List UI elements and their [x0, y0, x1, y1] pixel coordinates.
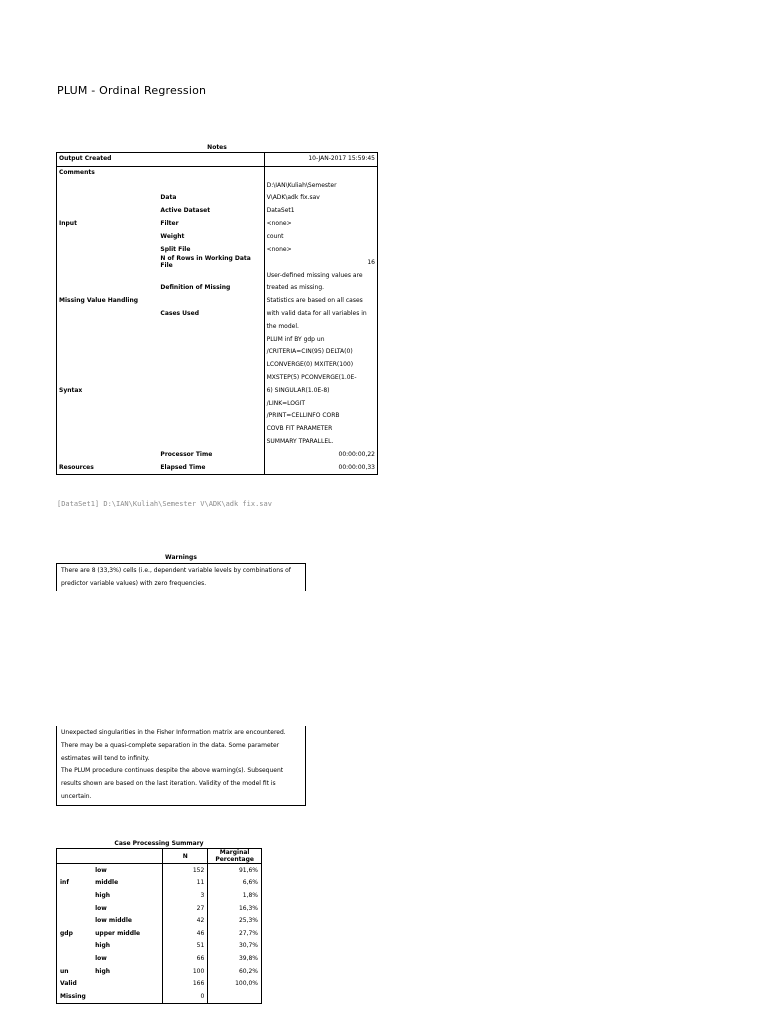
case-summary-cell-var: un	[60, 967, 69, 975]
notes-cell-c3: COVB FIT PARAMETER	[266, 425, 333, 433]
notes-cell-c3: V\ADK\adk fix.sav	[266, 194, 320, 202]
notes-cell-c1: Syntax	[59, 386, 83, 394]
notes-row	[57, 359, 378, 372]
case-summary-cell-n: 51	[163, 940, 208, 953]
case-summary-cell-n: 0	[163, 990, 208, 1003]
notes-cell-c2: Active Dataset	[158, 205, 264, 218]
notes-cell-c1: Missing Value Handling	[59, 297, 139, 305]
notes-title: Notes	[207, 144, 227, 151]
notes-row	[57, 321, 378, 334]
case-summary-cell-n: 11	[163, 877, 208, 890]
case-summary-cell-pct	[208, 990, 262, 1003]
case-summary-cell-pct: 6,6%	[242, 879, 258, 887]
warning-singularities	[56, 726, 306, 806]
notes-cell-c1	[57, 436, 159, 449]
notes-cell-c1	[57, 231, 159, 244]
notes-cell-c1	[57, 205, 159, 218]
notes-cell-c3: MXSTEP(5) PCONVERGE(1.0E-	[266, 374, 357, 382]
notes-row	[57, 385, 378, 398]
notes-cell-c2	[158, 359, 264, 372]
notes-row	[57, 205, 378, 218]
notes-cell-c1	[57, 256, 159, 269]
case-summary-cell-n: 66	[163, 952, 208, 965]
notes-cell-c3: 6) SINGULAR(1.0E-8)	[266, 386, 330, 394]
case-summary-title: Case Processing Summary	[114, 840, 204, 847]
notes-cell-c2	[158, 385, 264, 398]
notes-cell-c3	[264, 166, 377, 179]
notes-cell-c2	[158, 423, 264, 436]
notes-cell-c2	[158, 153, 264, 167]
notes-cell-c3: D:\IAN\Kuliah\Semester	[266, 181, 337, 189]
notes-cell-c1	[57, 282, 159, 295]
case-summary-cell-pct: 100,0%	[235, 980, 258, 988]
notes-cell-c3: DataSet1	[266, 207, 295, 215]
case-summary-row	[57, 977, 262, 990]
notes-cell-c2	[158, 270, 264, 283]
notes-cell-c2	[158, 321, 264, 334]
case-summary-cell-pct: 91,6%	[238, 866, 258, 874]
case-summary-cell-n: 42	[163, 914, 208, 927]
case-summary-cell-cat	[92, 990, 163, 1003]
case-summary-cell-pct: 60,2%	[238, 967, 258, 975]
notes-cell-c3: treated as missing.	[266, 284, 325, 292]
notes-cell-c2: Processor Time	[158, 449, 264, 462]
notes-row	[57, 166, 378, 179]
notes-row	[57, 462, 378, 475]
notes-row	[57, 218, 378, 231]
notes-cell-c3: Statistics are based on all cases	[266, 297, 363, 305]
warning-zero-frequencies: There are 8 (33,3%) cells (i.e., dependent variable levels by combinations of predictor variable values) with zero frequencies.	[56, 563, 306, 591]
notes-table	[56, 152, 378, 475]
notes-cell-c3: /LINK=LOGIT	[266, 399, 306, 407]
notes-cell-c1	[57, 359, 159, 372]
notes-cell-c1	[57, 410, 159, 423]
case-summary-row	[57, 864, 262, 877]
notes-row	[57, 192, 378, 205]
warning-line: uncertain.	[61, 792, 92, 800]
notes-row	[57, 410, 378, 423]
notes-cell-c1	[57, 334, 159, 347]
case-summary-cell-pct: 39,8%	[238, 954, 258, 962]
notes-cell-c1: Comments	[59, 168, 95, 176]
case-summary-cell-n: 100	[163, 965, 208, 978]
notes-row	[57, 282, 378, 295]
notes-cell-c1	[57, 308, 159, 321]
case-summary-cell-n: 152	[163, 864, 208, 877]
case-summary-row	[57, 952, 262, 965]
notes-cell-c3: PLUM inf BY gdp un	[266, 335, 325, 343]
notes-cell-c1	[57, 346, 159, 359]
notes-cell-c1: Resources	[59, 463, 94, 471]
header-n: N	[163, 849, 208, 864]
notes-row	[57, 180, 378, 193]
case-summary-cell-n: 3	[163, 889, 208, 902]
notes-row	[57, 153, 378, 167]
header-percentage: Marginal Percentage	[208, 849, 262, 864]
notes-cell-c3: 16	[367, 258, 375, 266]
page-heading: PLUM - Ordinal Regression	[57, 84, 207, 97]
case-summary-cell-var	[57, 864, 93, 877]
dataset-path: [DataSet1] D:\IAN\Kuliah\Semester V\ADK\adk fix.sav	[57, 500, 272, 508]
notes-row	[57, 334, 378, 347]
notes-cell-c2: Split File	[158, 244, 264, 257]
case-summary-cell-n: 166	[163, 977, 208, 990]
notes-cell-c2	[158, 334, 264, 347]
case-summary-row	[57, 965, 262, 978]
notes-cell-c3: with valid data for all variables in	[266, 310, 367, 318]
notes-cell-c2	[158, 398, 264, 411]
notes-cell-c2: Definition of Missing	[158, 282, 264, 295]
notes-row	[57, 346, 378, 359]
case-summary-cell-cat: low	[95, 904, 107, 912]
notes-cell-c3: SUMMARY TPARALLEL.	[266, 438, 334, 446]
notes-cell-c1: Input	[59, 220, 77, 228]
case-summary-cell-cat: high	[95, 967, 111, 975]
notes-cell-c1	[57, 244, 159, 257]
notes-cell-c2	[158, 166, 264, 179]
case-summary-cell-cat	[92, 977, 163, 990]
warning-line: The PLUM procedure continues despite the above warning(s). Subsequent	[61, 767, 284, 775]
notes-cell-c3: /CRITERIA=CIN(95) DELTA(0)	[266, 348, 353, 356]
case-summary-cell-var	[57, 940, 93, 953]
warning-line: estimates will tend to infinity.	[61, 754, 150, 762]
case-summary-cell-pct: 1,8%	[242, 891, 258, 899]
notes-cell-c3: the model.	[266, 322, 299, 330]
case-summary-row	[57, 940, 262, 953]
notes-cell-c3: User-defined missing values are	[266, 271, 363, 279]
case-summary-row	[57, 889, 262, 902]
notes-cell-c3: <none>	[266, 245, 292, 253]
warning-line: There may be a quasi-complete separation in the data. Some parameter	[61, 741, 280, 749]
notes-row	[57, 436, 378, 449]
notes-cell-c1	[57, 372, 159, 385]
notes-row	[57, 256, 378, 269]
notes-cell-c3: 00:00:00,33	[338, 463, 375, 471]
notes-cell-c2: Weight	[158, 231, 264, 244]
notes-cell-c2	[158, 436, 264, 449]
notes-cell-c2: Elapsed Time	[158, 462, 264, 475]
notes-cell-c3: count	[266, 232, 284, 240]
case-summary-cell-n: 46	[163, 927, 208, 940]
case-summary-cell-pct: 25,3%	[238, 917, 258, 925]
case-summary-cell-cat: high	[95, 942, 111, 950]
notes-cell-c2	[158, 180, 264, 193]
case-summary-cell-var	[57, 902, 93, 915]
case-summary-row	[57, 927, 262, 940]
notes-cell-c2: Filter	[158, 218, 264, 231]
notes-row	[57, 308, 378, 321]
case-summary-cell-var: gdp	[60, 929, 73, 937]
warnings-title: Warnings	[165, 554, 197, 561]
notes-row	[57, 449, 378, 462]
warning-line: results shown are based on the last iteration. Validity of the model fit is	[61, 780, 276, 788]
notes-cell-c2	[158, 410, 264, 423]
notes-cell-c3: 10-JAN-2017 15:59:45	[264, 153, 377, 167]
notes-cell-c1	[57, 398, 159, 411]
notes-row	[57, 423, 378, 436]
notes-cell-c1	[57, 192, 159, 205]
notes-cell-c2: N of Rows in Working Data File	[158, 256, 264, 269]
case-summary-cell-var	[57, 952, 93, 965]
notes-row	[57, 295, 378, 308]
notes-cell-c2	[158, 372, 264, 385]
notes-cell-c1: Output Created	[57, 153, 159, 167]
case-summary-cell-var: Valid	[60, 980, 77, 988]
case-summary-header	[57, 849, 262, 864]
case-summary-cell-cat: low	[95, 954, 107, 962]
notes-cell-c3: 00:00:00,22	[338, 450, 375, 458]
case-summary-cell-cat: middle	[95, 879, 119, 887]
case-summary-cell-pct: 16,3%	[238, 904, 258, 912]
notes-cell-c2: Data	[158, 192, 264, 205]
case-summary-cell-var: Missing	[60, 992, 86, 1000]
case-summary-cell-cat: low	[95, 866, 107, 874]
notes-row	[57, 231, 378, 244]
case-summary-row	[57, 990, 262, 1003]
case-summary-table	[56, 848, 262, 1004]
notes-cell-c2	[158, 295, 264, 308]
notes-cell-c3: LCONVERGE(0) MXITER(100)	[266, 361, 354, 369]
case-summary-cell-pct: 27,7%	[238, 929, 258, 937]
notes-cell-c1	[57, 270, 159, 283]
notes-cell-c2: Cases Used	[158, 308, 264, 321]
notes-cell-c3: <none>	[266, 220, 292, 228]
case-summary-cell-n: 27	[163, 902, 208, 915]
notes-cell-c1	[57, 423, 159, 436]
notes-row	[57, 372, 378, 385]
warning-line: Unexpected singularities in the Fisher Information matrix are encountered.	[61, 729, 286, 736]
case-summary-row	[57, 877, 262, 890]
notes-cell-c2	[158, 346, 264, 359]
case-summary-cell-var: inf	[60, 879, 69, 887]
case-summary-row	[57, 902, 262, 915]
case-summary-cell-cat: low middle	[95, 917, 132, 925]
case-summary-cell-var	[57, 889, 93, 902]
notes-cell-c1	[57, 449, 159, 462]
case-summary-cell-cat: upper middle	[95, 929, 141, 937]
case-summary-cell-pct: 30,7%	[238, 942, 258, 950]
case-summary-cell-cat: high	[95, 891, 111, 899]
notes-row	[57, 270, 378, 283]
notes-cell-c1	[57, 321, 159, 334]
case-summary-cell-var	[57, 914, 93, 927]
notes-cell-c3: /PRINT=CELLINFO CORB	[266, 412, 340, 420]
case-summary-row	[57, 914, 262, 927]
notes-cell-c1	[57, 180, 159, 193]
notes-row	[57, 398, 378, 411]
